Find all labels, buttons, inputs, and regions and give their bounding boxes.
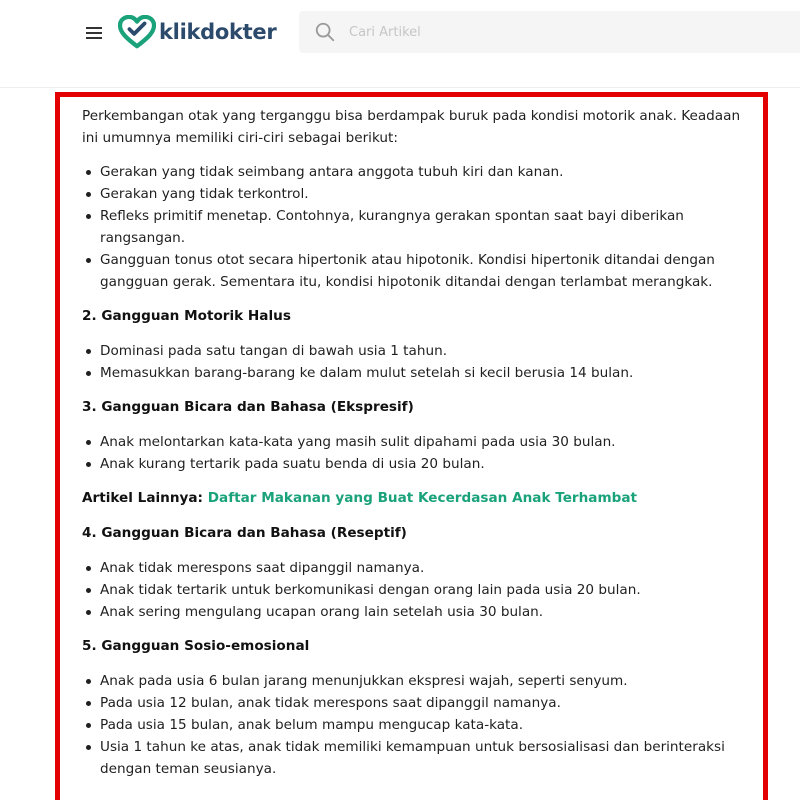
list-item: Dominasi pada satu tangan di bawah usia 1 tahun.	[82, 340, 742, 362]
list-item: Gangguan tonus otot secara hipertonik atau hipotonik. Kondisi hipertonik ditandai dengan gangguan gerak. Sementara itu, kondisi hipotonik ditandai dengan terlambat merangkak.	[82, 249, 742, 293]
list-item: Anak sering mengulang ucapan orang lain setelah usia 30 bulan.	[82, 601, 742, 623]
search-input[interactable]	[349, 25, 749, 40]
bahasa-reseptif-list	[82, 557, 742, 623]
list-item: Refleks primitif menetap. Contohnya, kurangnya gerakan spontan saat bayi diberikan rangsangan.	[82, 205, 742, 249]
logo-text: klikdokter	[159, 20, 277, 44]
list-item: Pada usia 12 bulan, anak tidak merespons saat dipanggil namanya.	[82, 692, 742, 714]
list-item: Pada usia 15 bulan, anak belum mampu mengucap kata-kata.	[82, 714, 742, 736]
bahasa-ekspresif-list	[82, 431, 742, 475]
article-content	[82, 105, 742, 792]
heart-logo-icon	[118, 15, 156, 49]
list-item: Anak tidak merespons saat dipanggil namanya.	[82, 557, 742, 579]
list-item: Gerakan yang tidak terkontrol.	[82, 183, 742, 205]
section-heading-motorik-halus: 2. Gangguan Motorik Halus	[82, 308, 291, 324]
motorik-kasar-list	[82, 161, 742, 293]
section-heading-sosio-emosional: 5. Gangguan Sosio-emosional	[82, 638, 310, 654]
highlight-frame	[55, 92, 768, 800]
related-article	[82, 487, 742, 509]
search-icon[interactable]	[314, 21, 336, 43]
section-heading-bahasa-reseptif: 4. Gangguan Bicara dan Bahasa (Reseptif)	[82, 525, 407, 541]
list-item: Memasukkan barang-barang ke dalam mulut setelah si kecil berusia 14 bulan.	[82, 362, 742, 384]
list-item: Anak pada usia 6 bulan jarang menunjukkan ekspresi wajah, seperti senyum.	[82, 670, 742, 692]
article-intro: Perkembangan otak yang terganggu bisa berdampak buruk pada kondisi motorik anak. Keadaan ini umumnya memiliki ciri-ciri sebagai berikut:	[82, 108, 741, 146]
menu-icon[interactable]	[84, 24, 104, 42]
motorik-halus-list	[82, 340, 742, 384]
related-article-link[interactable]: Daftar Makanan yang Buat Kecerdasan Anak Terhambat	[207, 490, 638, 506]
list-item: Usia 1 tahun ke atas, anak tidak memiliki kemampuan untuk bersosialisasi dan berinteraksi dengan teman seusianya.	[82, 736, 742, 780]
related-label: Artikel Lainnya:	[82, 490, 203, 506]
list-item: Anak kurang tertarik pada suatu benda di usia 20 bulan.	[82, 453, 742, 475]
list-item: Anak melontarkan kata-kata yang masih sulit dipahami pada usia 30 bulan.	[82, 431, 742, 453]
site-logo[interactable]	[118, 14, 276, 50]
sosio-emosional-list	[82, 670, 742, 780]
site-header	[0, 0, 800, 88]
search-bar[interactable]	[299, 11, 800, 53]
list-item: Gerakan yang tidak seimbang antara anggota tubuh kiri dan kanan.	[82, 161, 742, 183]
list-item: Anak tidak tertarik untuk berkomunikasi dengan orang lain pada usia 20 bulan.	[82, 579, 742, 601]
section-heading-bahasa-ekspresif: 3. Gangguan Bicara dan Bahasa (Ekspresif)	[82, 399, 414, 415]
